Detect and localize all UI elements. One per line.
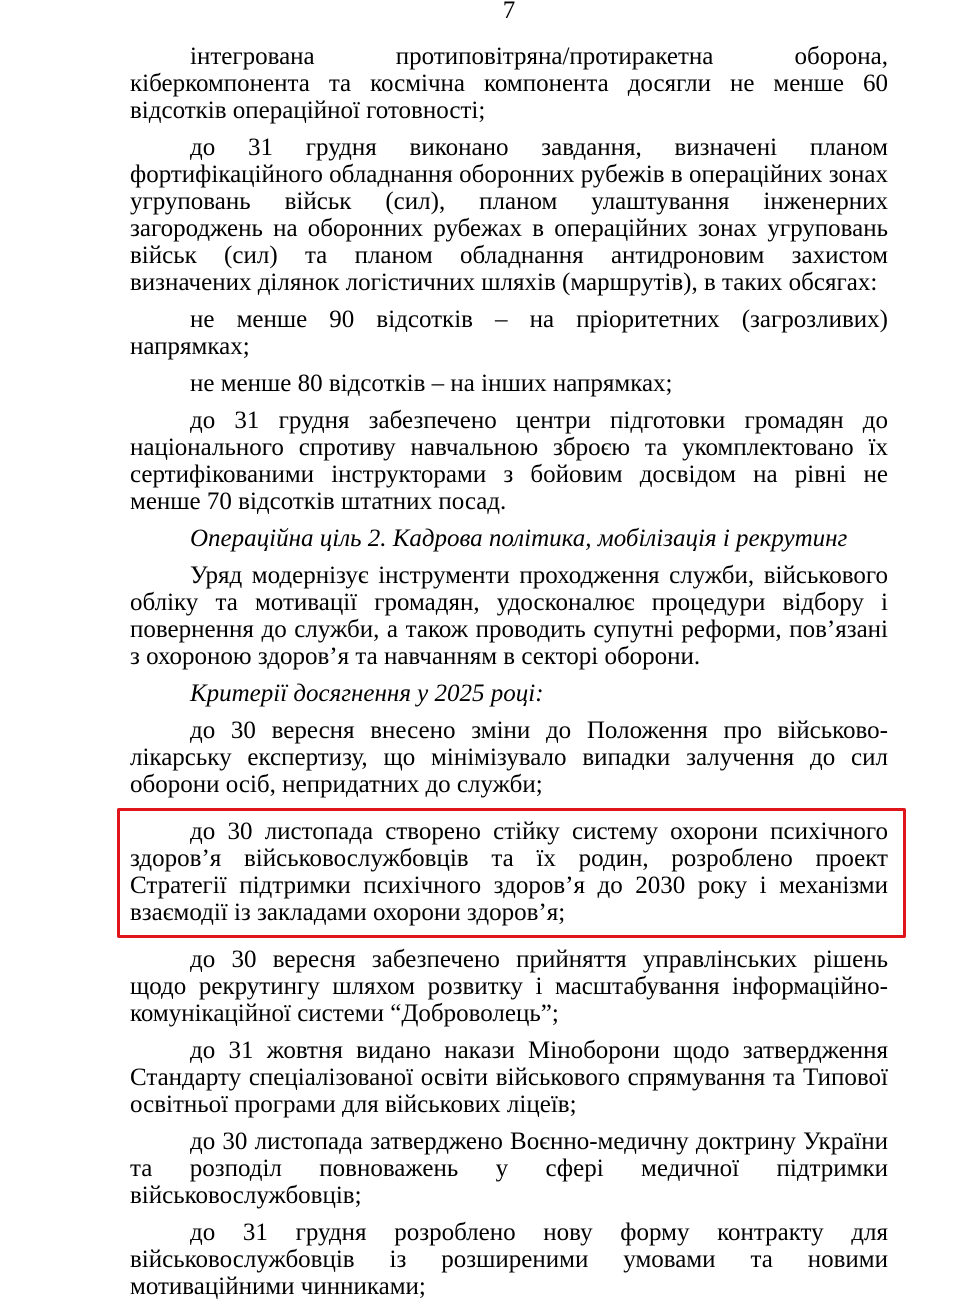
criteria-heading: Критерії досягнення у 2025 році: — [190, 680, 544, 707]
paragraph: не менше 80 відсотків – на інших напрямках; — [190, 370, 673, 397]
paragraph: до 31 грудня виконано завдання, визначені планом фортифікаційного обладнання оборонних рубежів в операційних зонах угруповань військ (сил), планом улаштування інженерних загороджень на оборонних рубежах в операційних зонах угруповань військ (сил) та планом обладнання антидроновим захистом визначених ділянок логістичних шляхів (маршрутів), в таких обсягах: — [130, 134, 888, 296]
page-number: 7 — [502, 0, 516, 24]
highlighted-paragraph — [130, 818, 888, 926]
paragraph: до 30 вересня внесено зміни до Положення про військово-лікарську експертизу, що мінімізувало випадки залучення до сил оборони осіб, непридатних до служби; — [130, 717, 888, 798]
paragraph: до 30 листопада затверджено Воєнно-медичну доктрину України та розподіл повноважень у сфері медичної підтримки військовослужбовців; — [130, 1128, 888, 1209]
paragraph: до 31 грудня забезпечено центри підготовки громадян до національного спротиву навчальною зброєю та укомплектовано їх сертифікованими інструкторами з бойовим досвідом на рівні не менше 70 відсотків штатних посад. — [130, 407, 888, 515]
paragraph: до 31 жовтня видано накази Міноборони щодо затвердження Стандарту спеціалізованої освіти військового спрямування та Типової освітньої програми для військових ліцеїв; — [130, 1037, 888, 1118]
paragraph: до 30 вересня забезпечено прийняття управлінських рішень щодо рекрутингу шляхом розвитку і масштабування інформаційно-комунікаційної системи “Доброволець”; — [130, 946, 888, 1027]
paragraph: інтегрована протиповітряна/протиракетна оборона, кіберкомпонента та космічна компонента досягли не менше 60 відсотків операційної готовності; — [130, 43, 888, 124]
paragraph: до 30 листопада створено стійку систему охорони психічного здоров’я військовослужбовців та їх родин, розроблено проект Стратегії підтримки психічного здоров’я до 2030 року і механізми взаємодії із закладами охорони здоров’я; — [130, 818, 888, 926]
paragraph: не менше 90 відсотків – на пріоритетних (загрозливих) напрямках; — [130, 306, 888, 360]
document-body — [130, 43, 888, 1300]
section-heading: Операційна ціль 2. Кадрова політика, мобілізація і рекрутинг — [190, 525, 848, 552]
paragraph: до 31 грудня розроблено нову форму контракту для військовослужбовців із розширеними умовами та новими мотиваційними чинниками; — [130, 1219, 888, 1300]
paragraph: Уряд модернізує інструменти проходження служби, військового обліку та мотивації громадян, удосконалює процедури відбору і повернення до служби, а також проводить супутні реформи, пов’язані з охороною здоров’я та навчанням в секторі оборони. — [130, 562, 888, 670]
